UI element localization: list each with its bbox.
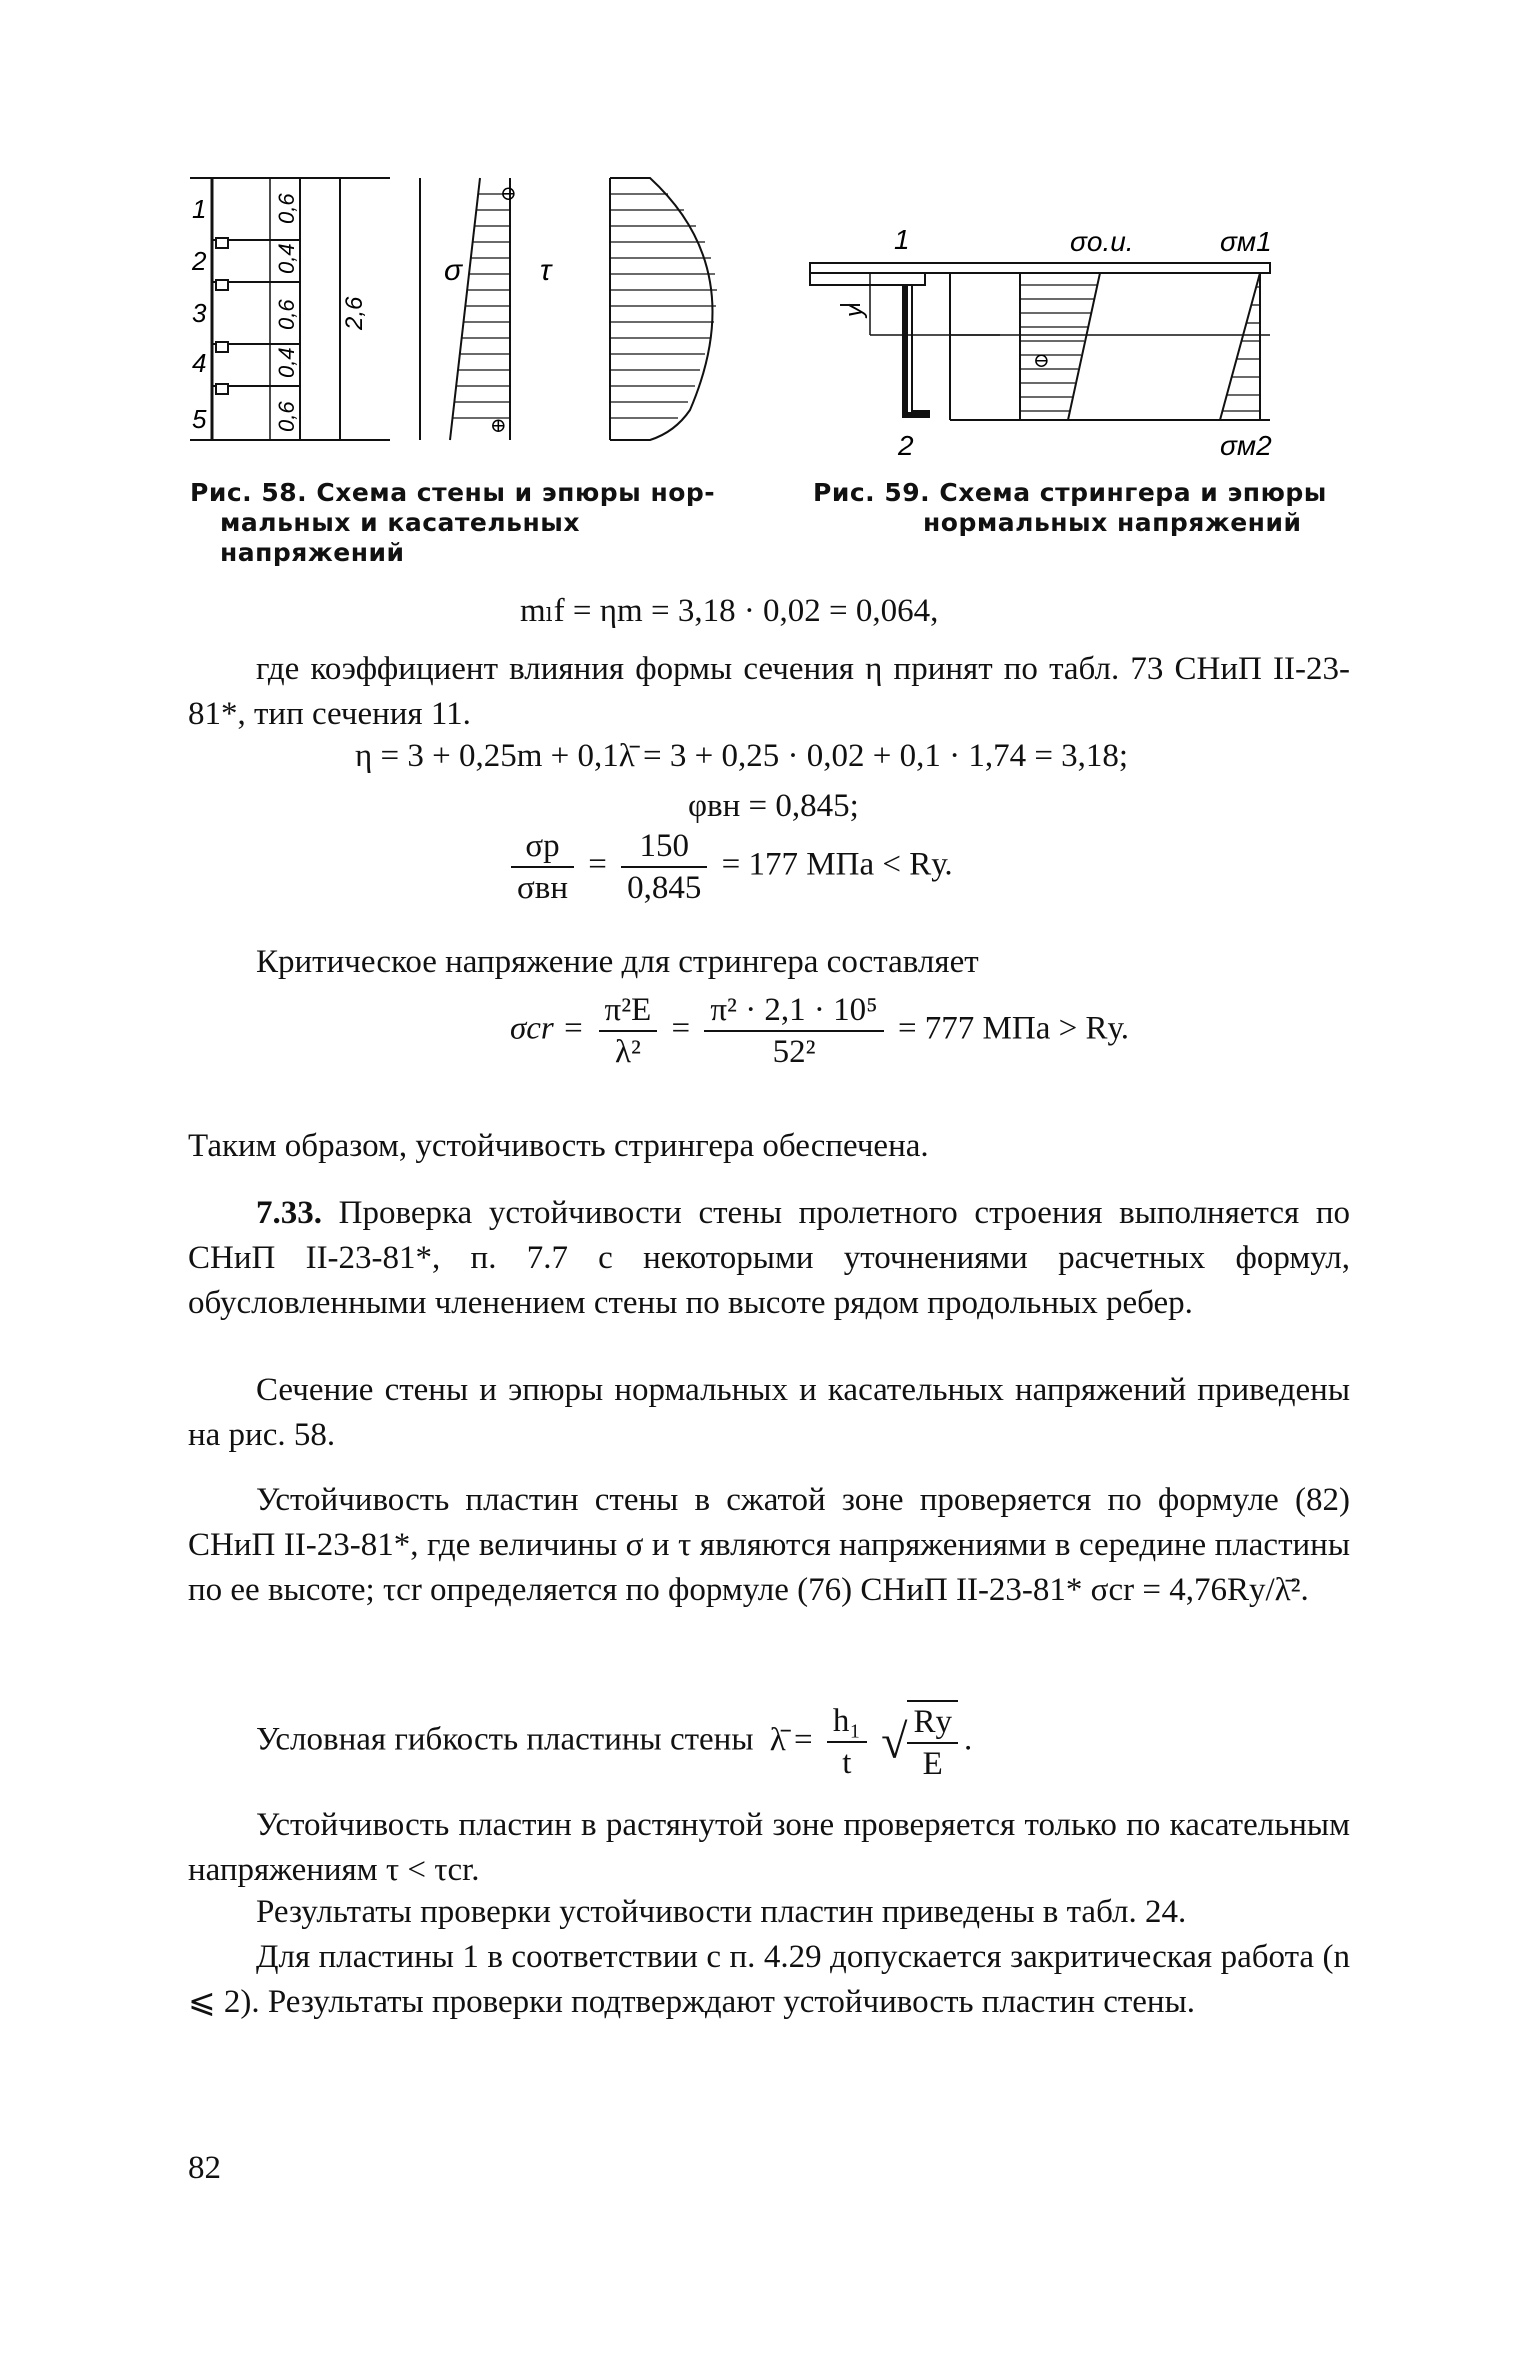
sigma-minus-sign: ⊖ (500, 181, 517, 205)
sigma-m2-label: σм2 (1220, 430, 1272, 460)
formula-stress-ratio: $\frac{\sigma р}{\text{σвн}}$ = $\frac{150}{0,845}$ = 177 МПа < Rу. (505, 826, 953, 908)
formula-eta: η = 3 + 0,25m + 0,1λ̄ = 3 + 0,25 · 0,02 + 0,1 · 1,74 = 3,18; (355, 738, 1129, 774)
segment-height-1: 0,6 (274, 193, 299, 224)
figure-58-diagram (190, 160, 750, 460)
plate-number-2: 2 (192, 246, 207, 276)
sigma-m1-label: σм1 (1220, 226, 1272, 257)
fraction-ry-e: $\frac{Rу}{E}$ (907, 1700, 958, 1784)
fraction-euler-values: $\frac{\text{π² · 2,1 · 10⁵}}{\text{52²}}$ (704, 990, 883, 1072)
y-label: y (841, 305, 868, 317)
plate-number-4: 4 (192, 348, 207, 378)
fraction-euler: $\frac{\text{π²E}}{\text{λ²}}$ (599, 990, 658, 1072)
fraction-sigma: $\frac{\sigma р}{\text{σвн}}$ (511, 826, 574, 908)
stringer-minus-sign: ⊖ (1033, 348, 1050, 372)
paragraph-compressed-zone: Устойчивость пластин стены в сжатой зоне проверяется по формуле (82) СНиП II-23-81*, где величины σ и τ являются напряжениями в середине пластины по ее высоте; τcr определяется по формуле (76) СНиП II-23-81* σcr = 4,76Rу/λ̄². (188, 1482, 1350, 1608)
section-number: 7.33. (256, 1195, 322, 1231)
paragraph-stringer-stable: Таким образом, устойчивость стрингера обеспечена. (188, 1128, 929, 1164)
fraction-h-t: $\frac{\text{h₁}}{t}$ (827, 1701, 867, 1783)
tau-label: τ (540, 254, 552, 287)
paragraph-7-33: 7.33. Проверка устойчивости стены пролетного строения выполняется по СНиП II-23-81*, п. 7.7 с некоторыми уточнениями расчетных формул, обусловленными членением стены по высоте рядом продольных ребер. (188, 1195, 1350, 1321)
segment-height-5: 0,6 (274, 401, 299, 432)
stringer-label-1: 1 (894, 225, 910, 255)
paragraph-section-diagrams: Сечение стены и эпюры нормальных и касательных напряжений приведены на рис. 58. (188, 1372, 1350, 1453)
sigma-ou-label: σо.и. (1070, 226, 1134, 257)
paragraph-form-coefficient: где коэффициент влияния формы сечения η принят по табл. 73 СНиП II-23-81*, тип сечения 11. (188, 651, 1350, 732)
paragraph-tension-zone: Устойчивость пластин в растянутой зоне проверяется только по касательным напряжениям τ < τcr. (188, 1807, 1350, 1888)
sigma-label: σ (444, 254, 463, 287)
segment-height-3: 0,6 (274, 299, 299, 330)
paragraph-results-table: Результаты проверки устойчивости пластин приведены в табл. 24. (256, 1894, 1187, 1930)
page-number: 82 (188, 2150, 221, 2186)
plate-number-5: 5 (192, 404, 207, 434)
sigma-plus-sign: ⊕ (490, 413, 507, 437)
stringer-label-2: 2 (898, 430, 914, 460)
fraction-sigma-values: $\frac{150}{0,845}$ (621, 826, 707, 908)
figure-58-caption: Рис. 58. Схема стены и эпюры нор- мальных и касательных напряжений (190, 478, 716, 567)
figure-59-diagram (800, 225, 1320, 460)
formula-phi: φвн = 0,845; (688, 788, 859, 824)
formula-m: mₗf = ηm = 3,18 · 0,02 = 0,064, (520, 593, 939, 629)
total-height: 2,6 (341, 296, 368, 330)
segment-height-4: 0,4 (274, 347, 299, 378)
figure-59-caption: Рис. 59. Схема стрингера и эпюры нормальных напряжений (813, 478, 1327, 537)
formula-slenderness: Условная гибкость пластины стены λ̄ = $\frac{\text{h₁}}{t}$ √ $\frac{Rу}{E}$ . (256, 1700, 972, 1784)
plate-number-1: 1 (192, 194, 207, 224)
paragraph-plate-1: Для пластины 1 в соответствии с п. 4.29 допускается закритическая работа (n ⩽ 2). Результаты проверки подтверждают устойчивость пластин стены. (188, 1939, 1350, 2020)
segment-height-2: 0,4 (274, 243, 299, 274)
plate-number-3: 3 (192, 298, 207, 328)
formula-critical-stress: σcr = $\frac{\text{π²E}}{\text{λ²}}$ = $\frac{\text{π² · 2,1 · 10⁵}}{\text{52²}}$ = 777 МПа > Rу. (510, 992, 1129, 1070)
paragraph-critical-stress: Критическое напряжение для стрингера составляет (256, 944, 979, 980)
